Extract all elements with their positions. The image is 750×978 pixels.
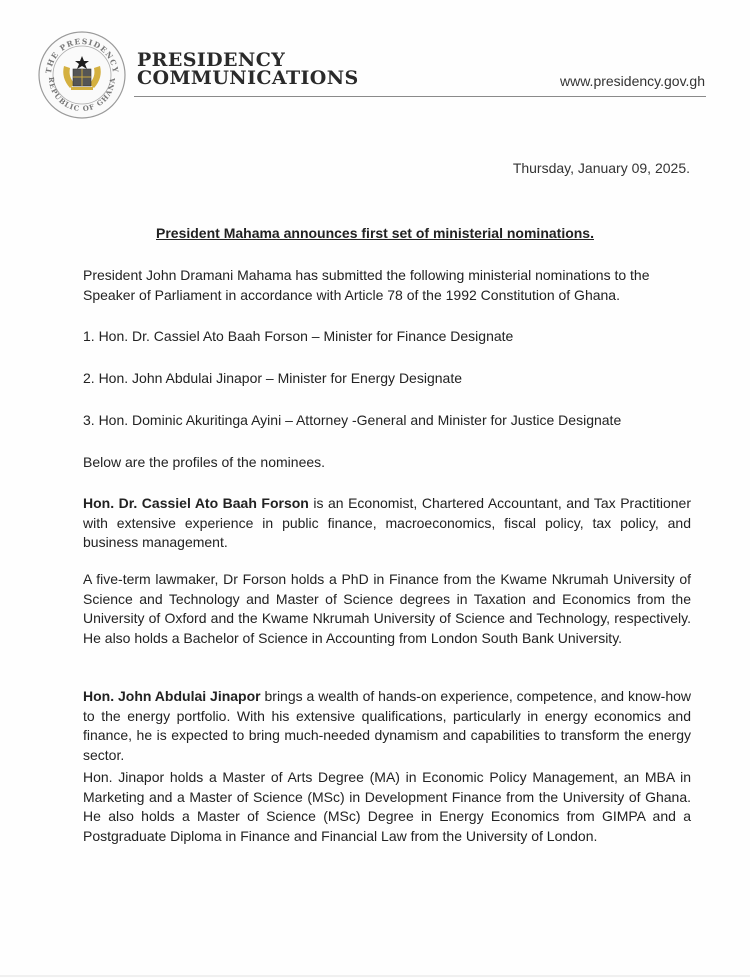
nomination-item-2: 2. Hon. John Abdulai Jinapor – Minister for Energy Designate [83,370,462,386]
profile-jinapor-paragraph-1 [83,687,691,765]
profile-forson-paragraph-2: A five-term lawmaker, Dr Forson holds a PhD in Finance from the Kwame Nkrumah University of Science and Technology and Master of Science degrees in Taxation and Economics from the University of Oxford and the Kwame Nkrumah University of Science and Technology, respectively. He also holds a Bachelor of Science in Accounting from London South Bank University. [83,571,691,646]
org-line-2: COMMUNICATIONS [137,67,359,89]
nomination-item-3: 3. Hon. Dominic Akuritinga Ayini – Attorney -General and Minister for Justice Designate [83,412,622,428]
seal-top-text: THE PRESIDENCY [43,36,121,75]
header-divider [134,96,706,97]
profile-jinapor-name: Hon. John Abdulai Jinapor [83,688,261,704]
presidency-seal-icon [37,30,127,120]
profile-forson-paragraph-1 [83,494,691,553]
letterhead [0,0,750,130]
nomination-item-1: 1. Hon. Dr. Cassiel Ato Baah Forson – Minister for Finance Designate [83,328,514,344]
release-date: Thursday, January 09, 2025. [512,160,690,176]
profile-forson-name: Hon. Dr. Cassiel Ato Baah Forson [83,495,309,511]
release-title: President Mahama announces first set of ministerial nominations. [156,225,594,241]
org-line-1: PRESIDENCY [137,49,286,71]
profile-jinapor-text: brings a wealth of hands-on experience, competence, and know-how to the energy portfolio. With his extensive qualifications, particularly in energy economics and finance, he is expected to bring much-needed dynamism and capabilities to transform the energy sector. [83,688,692,763]
page-bottom-edge [0,975,750,977]
profile-forson-text: is an Economist, Chartered Accountant, and Tax Practitioner with extensive experience in public finance, macroeconomics, fiscal policy, tax policy, and business management. [83,495,691,551]
organization-name [137,51,359,87]
intro-paragraph: President John Dramani Mahama has submitted the following ministerial nominations to the Speaker of Parliament in accordance with Article 78 of the 1992 Constitution of Ghana. [83,267,650,303]
website-url: www.presidency.gov.gh [560,73,705,89]
profiles-intro: Below are the profiles of the nominees. [83,454,326,470]
seal-bottom-text: REPUBLIC OF GHANA [46,76,118,114]
profile-jinapor-paragraph-2: Hon. Jinapor holds a Master of Arts Degree (MA) in Economic Policy Management, an MBA in Marketing and a Master of Science (MSc) in Development Finance from the University of Ghana. He also holds a Master of Science (MSc) Degree in Energy Economics from GIMPA and a Postgraduate Diploma in Finance and Financial Law from the University of London. [83,769,691,844]
